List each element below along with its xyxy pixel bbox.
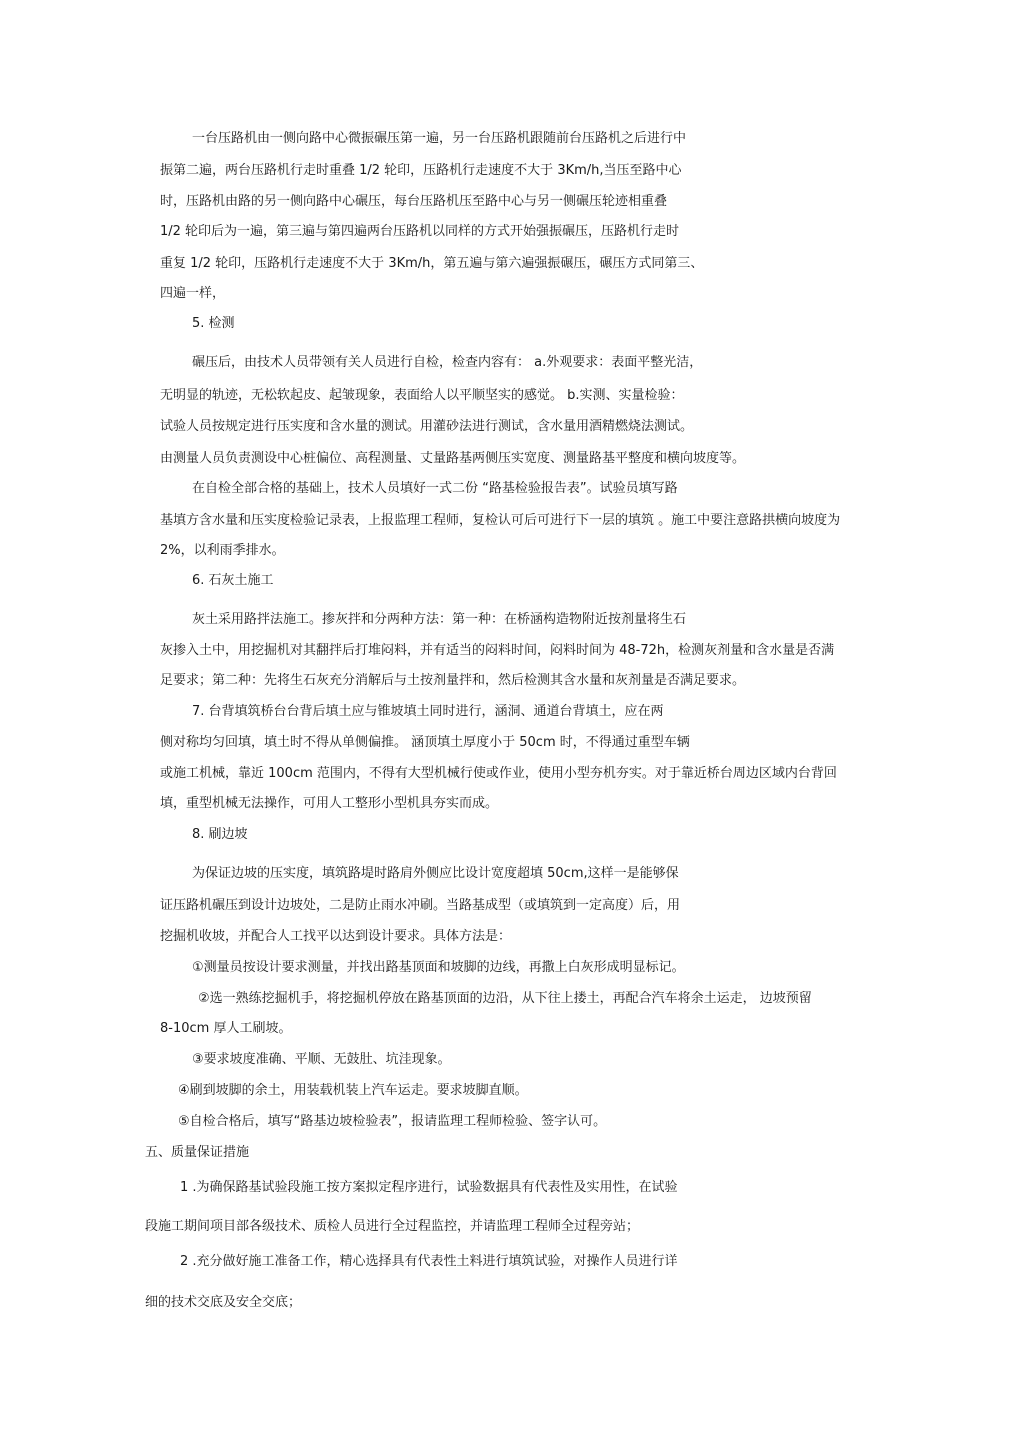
text-line: 重复 1/2 轮印，压路机行走速度不大于 3Km/h，第五遍与第六遍强振碾压，碾压方式同第三、 <box>160 256 704 271</box>
text-line: 基填方含水量和压实度检验记录表，上报监理工程师，复检认可后可进行下一层的填筑 。施工中要注意路拱横向坡度为 <box>160 513 841 528</box>
text-line: 2%，以利雨季排水。 <box>160 543 285 558</box>
text-line: 四遍一样， <box>160 286 226 301</box>
section-heading: 5. 检测 <box>192 316 235 331</box>
text-line: 由测量人员负责测设中心桩偏位、高程测量、丈量路基两侧压实宽度、测量路基平整度和横向坡度等。 <box>160 451 746 466</box>
section-heading: 五、质量保证措施 <box>145 1145 250 1160</box>
text-line: 2 .充分做好施工准备工作，精心选择具有代表性土料进行填筑试验，对操作人员进行详 <box>180 1254 678 1269</box>
text-line: 无明显的轨迹，无松软起皮、起皱现象，表面给人以平顺坚实的感觉。 b.实测、实量检验： <box>160 388 684 403</box>
text-line: 8-10cm 厚人工刷坡。 <box>160 1021 292 1036</box>
text-line: 试验人员按规定进行压实度和含水量的测试。用灌砂法进行测试，含水量用酒精燃烧法测试。 <box>160 419 694 434</box>
text-line: 在自检全部合格的基础上，技术人员填好一式二份 “路基检验报告表”。试验员填写路 <box>192 481 678 496</box>
text-line: 时，压路机由路的另一侧向路中心碾压，每台压路机压至路中心与另一侧碾压轮迹相重叠 <box>160 194 668 209</box>
text-line: 填，重型机械无法操作，可用人工整形小型机具夯实而成。 <box>160 796 499 811</box>
section-heading: 8. 刷边坡 <box>192 827 248 842</box>
text-line: 碾压后，由技术人员带领有关人员进行自检，检查内容有： a.外观要求：表面平整光洁， <box>192 355 703 370</box>
list-item: ①测量员按设计要求测量，并找出路基顶面和坡脚的边线，再撒上白灰形成明显标记。 <box>192 960 685 975</box>
text-line: 或施工机械，靠近 100cm 范围内，不得有大型机械行使或作业，使用小型夯机夯实。对于靠近桥台周边区域内台背回 <box>160 766 837 781</box>
text-line: 证压路机碾压到设计边坡处，二是防止雨水冲刷。当路基成型（或填筑到一定高度）后，用 <box>160 898 681 913</box>
text-line: 段施工期间项目部各级技术、质检人员进行全过程监控，并请监理工程师全过程旁站； <box>145 1219 640 1234</box>
text-line: 挖掘机收坡，并配合人工找平以达到设计要求。具体方法是： <box>160 929 512 944</box>
text-line: 为保证边坡的压实度，填筑路堤时路肩外侧应比设计宽度超填 50cm,这样一是能够保 <box>192 866 679 881</box>
list-item: ③要求坡度准确、平顺、无鼓肚、坑洼现象。 <box>192 1052 451 1067</box>
section-heading: 6. 石灰土施工 <box>192 573 274 588</box>
text-line: 1/2 轮印后为一遍，第三遍与第四遍两台压路机以同样的方式开始强振碾压，压路机行走时 <box>160 224 680 239</box>
text-line: 1 .为确保路基试验段施工按方案拟定程序进行，试验数据具有代表性及实用性，在试验 <box>180 1180 678 1195</box>
list-item: ②选一熟练挖掘机手，将挖掘机停放在路基顶面的边沿，从下往上搂土，再配合汽车将余土运走， 边坡预留 <box>198 991 812 1006</box>
text-line: 一台压路机由一侧向路中心微振碾压第一遍，另一台压路机跟随前台压路机之后进行中 <box>192 131 687 146</box>
text-line: 足要求；第二种：先将生石灰充分消解后与土按剂量拌和，然后检测其含水量和灰剂量是否满足要求。 <box>160 673 746 688</box>
text-line: 振第二遍，两台压路机行走时重叠 1/2 轮印，压路机行走速度不大于 3Km/h,当压至路中心 <box>160 163 682 178</box>
text-line: 侧对称均匀回填，填土时不得从单侧偏推。 涵顶填土厚度小于 50cm 时，不得通过重型车辆 <box>160 735 690 750</box>
text-line: 灰掺入土中，用挖掘机对其翻拌后打堆闷料，并有适当的闷料时间，闷料时间为 48-72h，检测灰剂量和含水量是否满 <box>160 643 835 658</box>
text-line: 7. 台背填筑桥台台背后填土应与锥坡填土同时进行，涵洞、通道台背填土，应在两 <box>192 704 664 719</box>
list-item: ④刷到坡脚的余土，用装载机装上汽车运走。要求坡脚直顺。 <box>178 1083 528 1098</box>
list-item: ⑤自检合格后，填写“路基边坡检验表”，报请监理工程师检验、签字认可。 <box>178 1114 607 1129</box>
text-line: 灰土采用路拌法施工。掺灰拌和分两种方法：第一种：在桥涵构造物附近按剂量将生石 <box>192 612 687 627</box>
text-line: 细的技术交底及安全交底； <box>145 1295 302 1310</box>
